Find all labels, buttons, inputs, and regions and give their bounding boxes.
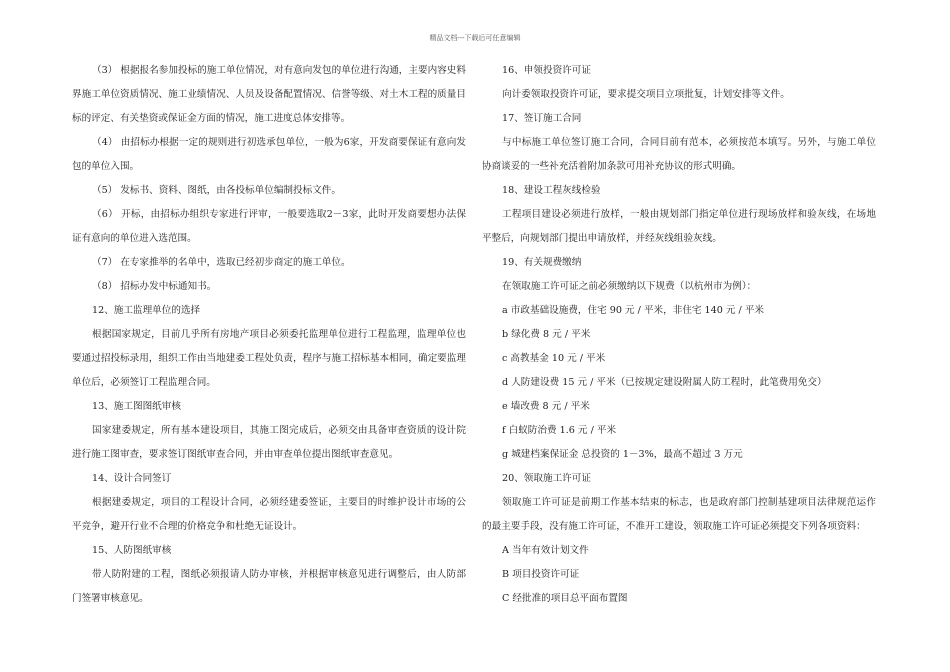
paragraph: 与中标施工单位签订施工合同，合同目前有范本，必须按范本填写。另外，与施工单位协商谈妥的一些补充活着附加条款可用补充协议的形式明确。: [482, 137, 876, 172]
right-column: [482, 59, 876, 611]
paragraph: 在领取施工许可证之前必须缴纳以下规费（以杭州市为例）：: [502, 281, 757, 292]
paragraph: （6） 开标，由招标办组织专家进行评审，一般要选取2－3家，此时开发商要想办法保证有意向的单位进入选范围。: [72, 209, 466, 244]
document-item: B 项目投资许可证: [502, 569, 580, 580]
paragraph: （7） 在专家推举的名单中，选取已经初步商定的施工单位。: [92, 257, 351, 268]
section-heading: 17、签订施工合同: [502, 113, 582, 124]
document-item: A 当年有效计划文件: [502, 545, 589, 556]
section-heading: 15、人防图纸审核: [92, 545, 172, 556]
fee-item: c 高教基金 10 元 / 平米: [502, 353, 606, 364]
section-heading: 12、施工监理单位的选择: [92, 305, 201, 316]
page-header: 精品文档---下载后可任意编辑: [429, 34, 521, 42]
paragraph: 向计委领取投资许可证，要求提交项目立项批复，计划安排等文件。: [502, 89, 790, 100]
fee-item: a 市政基础设施费，住宅 90 元 / 平米，非住宅 140 元 / 平米: [502, 305, 765, 316]
paragraph: 领取施工许可证是前期工作基本结束的标志，也是政府部门控制基建项目法律规范运作的最主要手段，没有施工许可证，不准开工建设，领取施工许可证必须提交下列各项资料：: [482, 497, 876, 532]
section-heading: 16、申领投资许可证: [502, 65, 591, 76]
fee-item: e 墙改费 8 元 / 平米: [502, 401, 590, 412]
fee-item: d 人防建设费 15 元 / 平米（已按规定建设附属人防工程时，此笔费用免交）: [502, 377, 827, 388]
section-heading: 18、建设工程灰线检验: [502, 185, 601, 196]
paragraph: （8） 招标办发中标通知书。: [92, 281, 217, 292]
paragraph: 工程项目建设必须进行放样，一般由规划部门指定单位进行现场放样和验灰线，在场地平整后，向规划部门提出申请放样，并经灰线组验灰线。: [482, 209, 876, 244]
paragraph: 根据国家规定，目前几乎所有房地产项目必须委托监理单位进行工程监理，监理单位也要通过招投标录用，组织工作由当地建委工程处负责，程序与施工招标基本相同，确定要监理单位后，必须签订工程监理合同。: [72, 329, 466, 388]
fee-item: b 绿化费 8 元 / 平米: [502, 329, 591, 340]
section-heading: 13、施工图图纸审核: [92, 401, 181, 412]
fee-item: g 城建档案保证金 总投资的 1－3%，最高不超过 3 万元: [502, 449, 743, 460]
left-column: [72, 59, 466, 611]
paragraph: （4） 由招标办根据一定的规则进行初选承包单位，一般为6家，开发商要保证有意向发包的单位入围。: [72, 137, 466, 172]
paragraph: 根据建委规定，项目的工程设计合同，必须经建委签证，主要目的时维护设计市场的公平竞争，避开行业不合理的价格竞争和杜绝无证设计。: [72, 497, 466, 532]
document-item: C 经批准的项目总平面布置图: [502, 593, 628, 604]
section-heading: 19、有关规费缴纳: [502, 257, 582, 268]
fee-item: f 白蚁防治费 1.6 元 / 平米: [502, 425, 617, 436]
paragraph: （3） 根据报名参加投标的施工单位情况，对有意向发包的单位进行沟通，主要内容史料界施工单位资质情况、施工业绩情况、人员及设备配置情况、信誉等级、对土木工程的质量目标的评定、有关垫资或保证金方面的情况，施工进度总体安排等。: [72, 65, 466, 124]
paragraph: （5） 发标书、资料、图纸，由各投标单位编制投标文件。: [92, 185, 341, 196]
section-heading: 20、领取施工许可证: [502, 473, 591, 484]
section-heading: 14、设计合同签订: [92, 473, 172, 484]
paragraph: 国家建委规定，所有基本建设项目，其施工图完成后，必须交由具备审查资质的设计院进行施工图审查，要求签订图纸审查合同，并由审查单位提出图纸审查意见。: [72, 425, 466, 460]
paragraph: 带人防附建的工程，图纸必须报请人防办审核，并根据审核意见进行调整后，由人防部门签署审核意见。: [72, 569, 466, 604]
